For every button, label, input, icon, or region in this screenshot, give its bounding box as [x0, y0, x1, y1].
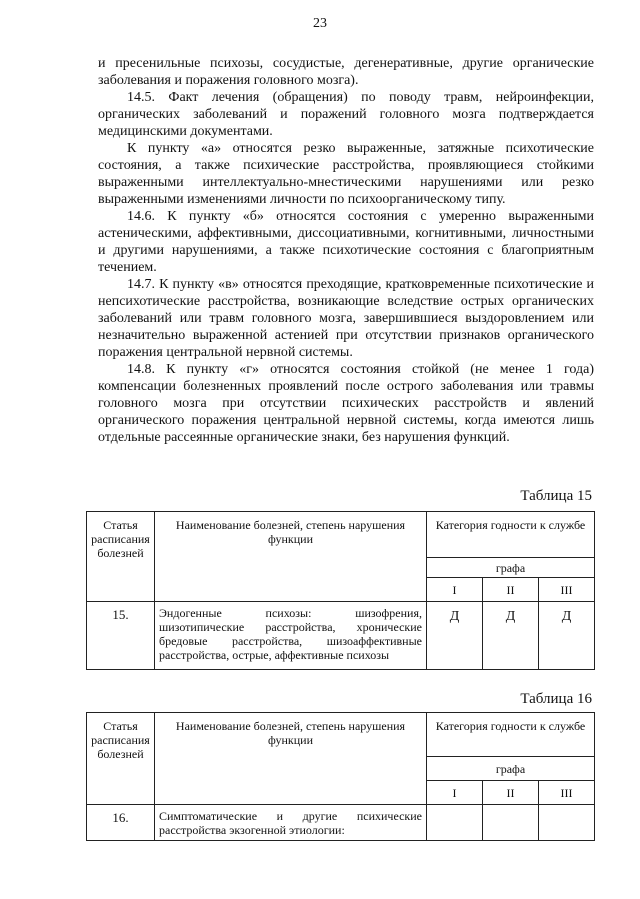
- header-col-1: I: [427, 781, 483, 805]
- table-row: [87, 805, 595, 841]
- header-col-3: III: [539, 578, 595, 602]
- row-description: Эндогенные психозы: шизофрения, шизотипические расстройства, хронические бредовые расстройства, шизоаффективные расстройства, острые, аффективные психозы: [155, 602, 427, 670]
- page-number: 23: [313, 16, 327, 31]
- paragraph: 14.7. К пункту «в» относятся преходящие, кратковременные психотические и непсихотические расстройства, возникающие вследствие острых органических заболеваний или травм головного мозга, завершившиеся выздоровлением или незначительно выраженной астенией при отсутствии признаков органического поражения центральной нервной системы.: [98, 277, 594, 360]
- header-name: Наименование болезней, степень нарушения функции: [155, 512, 427, 602]
- header-col-2: II: [483, 781, 539, 805]
- row-article-number: 16.: [87, 805, 155, 841]
- paragraph: К пункту «а» относятся резко выраженные, затяжные психотические состояния, а также психические расстройства, проявляющиеся стойкими выраженными интеллектуально-мнестическими нарушениями или резко выраженными изменениями личности по психоорганическому типу.: [98, 141, 594, 207]
- row-article-number: 15.: [87, 602, 155, 670]
- table-15-caption: Таблица 15: [520, 488, 592, 504]
- paragraph: 14.8. К пункту «г» относятся состояния стойкой (не менее 1 года) компенсации болезненных проявлений после острого заболевания или травмы головного мозга при отсутствии психических расстройств и явлений органического поражения центральной нервной системы, когда имеются лишь отдельные рассеянные органические знаки, без нарушения функций.: [98, 362, 594, 445]
- header-category: Категория годности к службе: [427, 713, 595, 757]
- header-name: Наименование болезней, степень нарушения функции: [155, 713, 427, 805]
- row-value-col-3: [539, 805, 595, 841]
- row-value-col-2: [483, 805, 539, 841]
- header-col-3: III: [539, 781, 595, 805]
- header-col-1: I: [427, 578, 483, 602]
- body-text: [98, 55, 594, 446]
- table-15: [86, 511, 595, 670]
- row-value-col-1: Д: [427, 602, 483, 670]
- header-column: графа: [427, 558, 595, 578]
- row-value-col-1: [427, 805, 483, 841]
- table-16-caption: Таблица 16: [520, 691, 592, 707]
- header-col-2: II: [483, 578, 539, 602]
- table-16: [86, 712, 595, 841]
- row-value-col-3: Д: [539, 602, 595, 670]
- header-article: Статья расписания болезней: [87, 713, 155, 805]
- row-value-col-2: Д: [483, 602, 539, 670]
- header-column: графа: [427, 757, 595, 781]
- table-row: [87, 602, 595, 670]
- paragraph: и пресенильные психозы, сосудистые, дегенеративные, другие органические заболевания и поражения головного мозга).: [98, 56, 594, 88]
- header-category: Категория годности к службе: [427, 512, 595, 558]
- paragraph: 14.6. К пункту «б» относятся состояния с умеренно выраженными астеническими, аффективными, диссоциативными, когнитивными, личностными и другими нарушениями, а также психотические состояния с благоприятным течением.: [98, 209, 594, 275]
- paragraph: 14.5. Факт лечения (обращения) по поводу травм, нейроинфекции, органических заболеваний и поражений головного мозга подтверждается медицинскими документами.: [98, 90, 594, 139]
- row-description: Симптоматические и другие психические расстройства экзогенной этиологии:: [155, 805, 427, 841]
- header-article: Статья расписания болезней: [87, 512, 155, 602]
